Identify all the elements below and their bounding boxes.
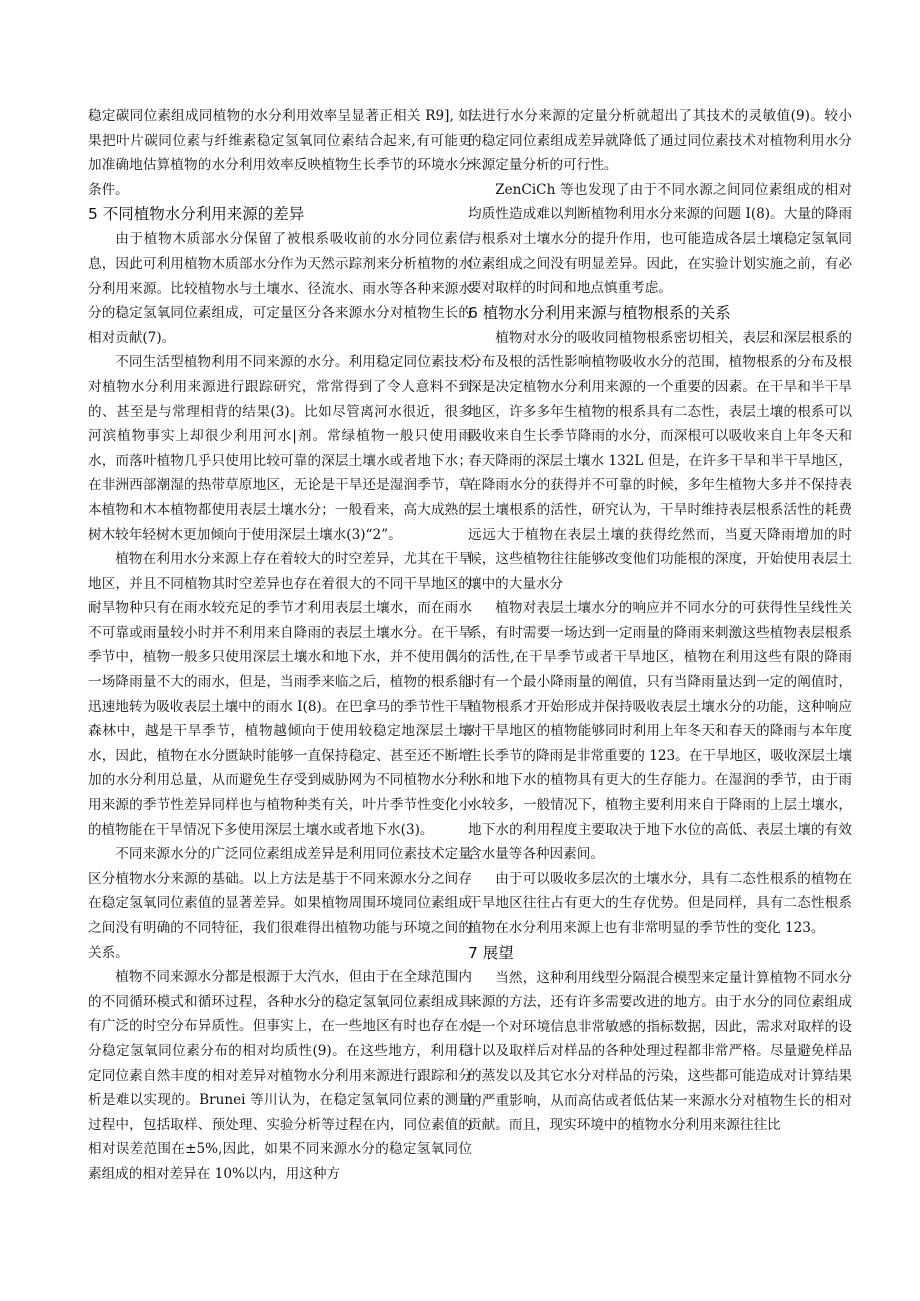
paragraph-zencich: ZenCiCh 等也发现了由于不同水源之间同位素组成的相对均质性造成难以判断植物利用水分来源的问题 I(8)。大量的降雨与根系对土壤水分的提升作用，也可能造成各层土壤稳定氢氧同位素组成之间没有明显差异。因此，在实验计划实施之前，有必要对取样的时间和地点慎重考虑。 [468, 181, 852, 297]
section-6-heading: 6 植物水分利用来源与植物根系的关系 [468, 303, 731, 322]
left-column [88, 104, 472, 1187]
section-5-heading: 5 不同植物水分利用来源的差异 [88, 205, 305, 224]
paragraph-rainfall-threshold: 植物对表层土壤水分的响应并不同水分的可获得性呈线性关系，有时需要一场达到一定雨量的降雨来刺激这些植物表层根系的活性,在干旱季节或者干旱地区，植物在利用这些有限的降雨时有一个最小降雨量的阐值，只有当降雨量达到一定的阐值时，植物根系才开始形成并保持吸收表层土壤水分的功能，这种响应对干旱地区的植物能够同时利用上年冬天和春天的降雨与本年度生长季节的降雨是非常重要的 123。在干旱地区，吸收深层土壤水和地下水的植物具有更大的生存能力。在湿润的季节，由于雨水较多，一般情况下，植物主要利用来自于降雨的上层土壤水，地下水的利用程度主要取决于地下水位的高低、表层土壤的有效含水量等各种因素间。 [468, 600, 852, 863]
paragraph-isotope-differences-basis: 不同来源水分的广泛同位素组成差异是利用同位素技术定量区分植物水分来源的基础。以上方法是基于不同来源水分之间存在稳定氢氧同位素值的显著差异。如果植物周围环境同位素组成之间没有明确的不同特征，我们很难得出植物功能与环境之间的关系。 [88, 846, 472, 961]
paragraph-sensitivity-continued: 法进行水分来源的定量分析就超出了其技术的灵敏值(9)。较小的稳定同位素组成差异就降低了通过同位素技术对植物利用水分来源定量分析的可行性。 [468, 108, 852, 174]
section-7-heading: 7 展望 [468, 943, 514, 962]
paragraph-dimorphic-roots: 由于可以吸收多层次的土壤水分，具有二态性根系的植物在干旱地区往往占有更大的生存优势。但是同样，具有二态性根系植物在水分利用来源上也有非常明显的季节性的变化 123。 [468, 870, 852, 936]
paragraph-isotope-homogeneity: 植物不同来源水分都是根源于大汽水，但由于在全球范围内的不同循环模式和循环过程，各种水分的稳定氢氧同位素组成具有广泛的时空分布异质性。但事实上，在一些地区有时也存在水分稳定氢氧同位素分布的相对均质性(9)。在这些地方，利用稳定同位素自然丰度的相对差异对植物水分利用来源进行跟踪和分析是难以实现的。Brunei 等川认为，在稳定氢氧同位素的测量过程中，包括取样、预处理、实验分析等过程在内，同位素值的相对误差范围在±5%,因此，如果不同来源水分的稳定氢氧同位素组成的相对差异在 10%以内，用这种方 [88, 969, 472, 1182]
paragraph-spatiotemporal-differences: 植物在利用水分来源上存在着较大的时空差异，尤其在干旱地区，并且不同植物其时空差异也存在着很大的不同干旱地区的耐旱物种只有在雨水较充足的季节才利用表层土壤水，而在雨水不可靠或雨量较小时并不利用来自降雨的表层土壤水分。在干旱季节中，植物一般多只使用深层土壤水和地下水，并不使用偶尔一场降雨量不大的雨水，但是，当雨季来临之后，植物的根系能迅速地转为吸收表层土壤中的雨水 I(8)。在巴拿马的季节性干旱森林中，越是干旱季节，植物越倾向于使用较稳定地深层土壤水，因此，植物在水分匮缺时能够一直保持稳定、甚至还不断增加的水分利用总量，从而避免生存受到威胁网为不同植物水分利用来源的季节性差异同样也与植物种类有关，叶片季节性变化小的植物能在干旱情况下多使用深层土壤水或者地下水(3)。 [88, 551, 472, 838]
paragraph-outlook: 当然，这种利用线型分隔混合模型来定量计算植物不同水分来源的方法，还有许多需要改进的地方。由于水分的同位素组成是一个对环境信息非常敏感的指标数据，因此，需求对取样的设计以及取样后对样品的各种处理过程都非常严格。尽量避免样品的蒸发以及其它水分对样品的污染，这些都可能造成对计算结果的严重影响，从而高估或者低估某一来源水分对植物生长的相对贡献。而且，现实环境中的植物水分利用来源往往比 [468, 969, 852, 1134]
paragraph-xylem-water: 由于植物木质部水分保留了被根系吸收前的水分同位素信息，因此可利用植物木质部水分作为天然示踪剂来分析植物的水分利用来源。比较植物水与土壤水、径流水、雨水等各种来源水分的稳定氢氧同位素组成，可定量区分各来源水分对植物生长的相对贡献(7)。 [88, 231, 472, 346]
paragraph-root-distribution: 植物对水分的吸收同植物根系密切相关，表层和深层根系的分布及根的活性影响植物吸收水分的范围，植物根系的分布及根深是决定植物水分利用来源的一个重要的因素。在干旱和半干旱地区，许多多年生植物的根系具有二态性，表层土壤的根系可以吸收来自生长季节降雨的水分，而深根可以吸收来自上年冬天和春天降雨的深层土壤水 132L 但是，在许多干旱和半干旱地区，在降雨水分的获得并不可靠的时候，多年生植物大多并不保持表层土壤根系的活性，研究认为，干旱时维持表层根系活性的耗费远远大于植物在表层土壤的获得纥然而，当夏天降雨增加的时候，这些植物往往能够改变他们功能根的深度，开始使用表层土壤中的大量水分 [468, 329, 852, 592]
paragraph-carbon-isotope-continued: 稳定碳同位素组成同植物的水分利用效率呈显著正相关 R9], 如果把叶片碳同位素与纤维素稳定氢氧同位素结合起来,有可能更加准确地估算植物的水分利用效率反映植物生长季节的环境水分条件。 [88, 108, 472, 198]
paragraph-life-forms: 不同生活型植物利用不同来源的水分。利用稳定同位素技术对植物水分利用来源进行跟踪研究，常常得到了令人意料不到的、甚至是与常理相背的结果(3)。比如尽管离河水很近，很多河滨植物事实上却很少利用河水|剂。常绿植物一般只使用雨水，而落叶植物几乎只使用比较可靠的深层土壤水或者地下水；在非洲西部潮湿的热带草原地区，无论是干旱还是湿润季节，草本植物和木本植物都使用表层土壤水分；一般看来，高大成熟的树木较年轻树木更加倾向于使用深层土壤水(3)“2”。 [88, 354, 472, 543]
right-column [468, 104, 852, 1138]
